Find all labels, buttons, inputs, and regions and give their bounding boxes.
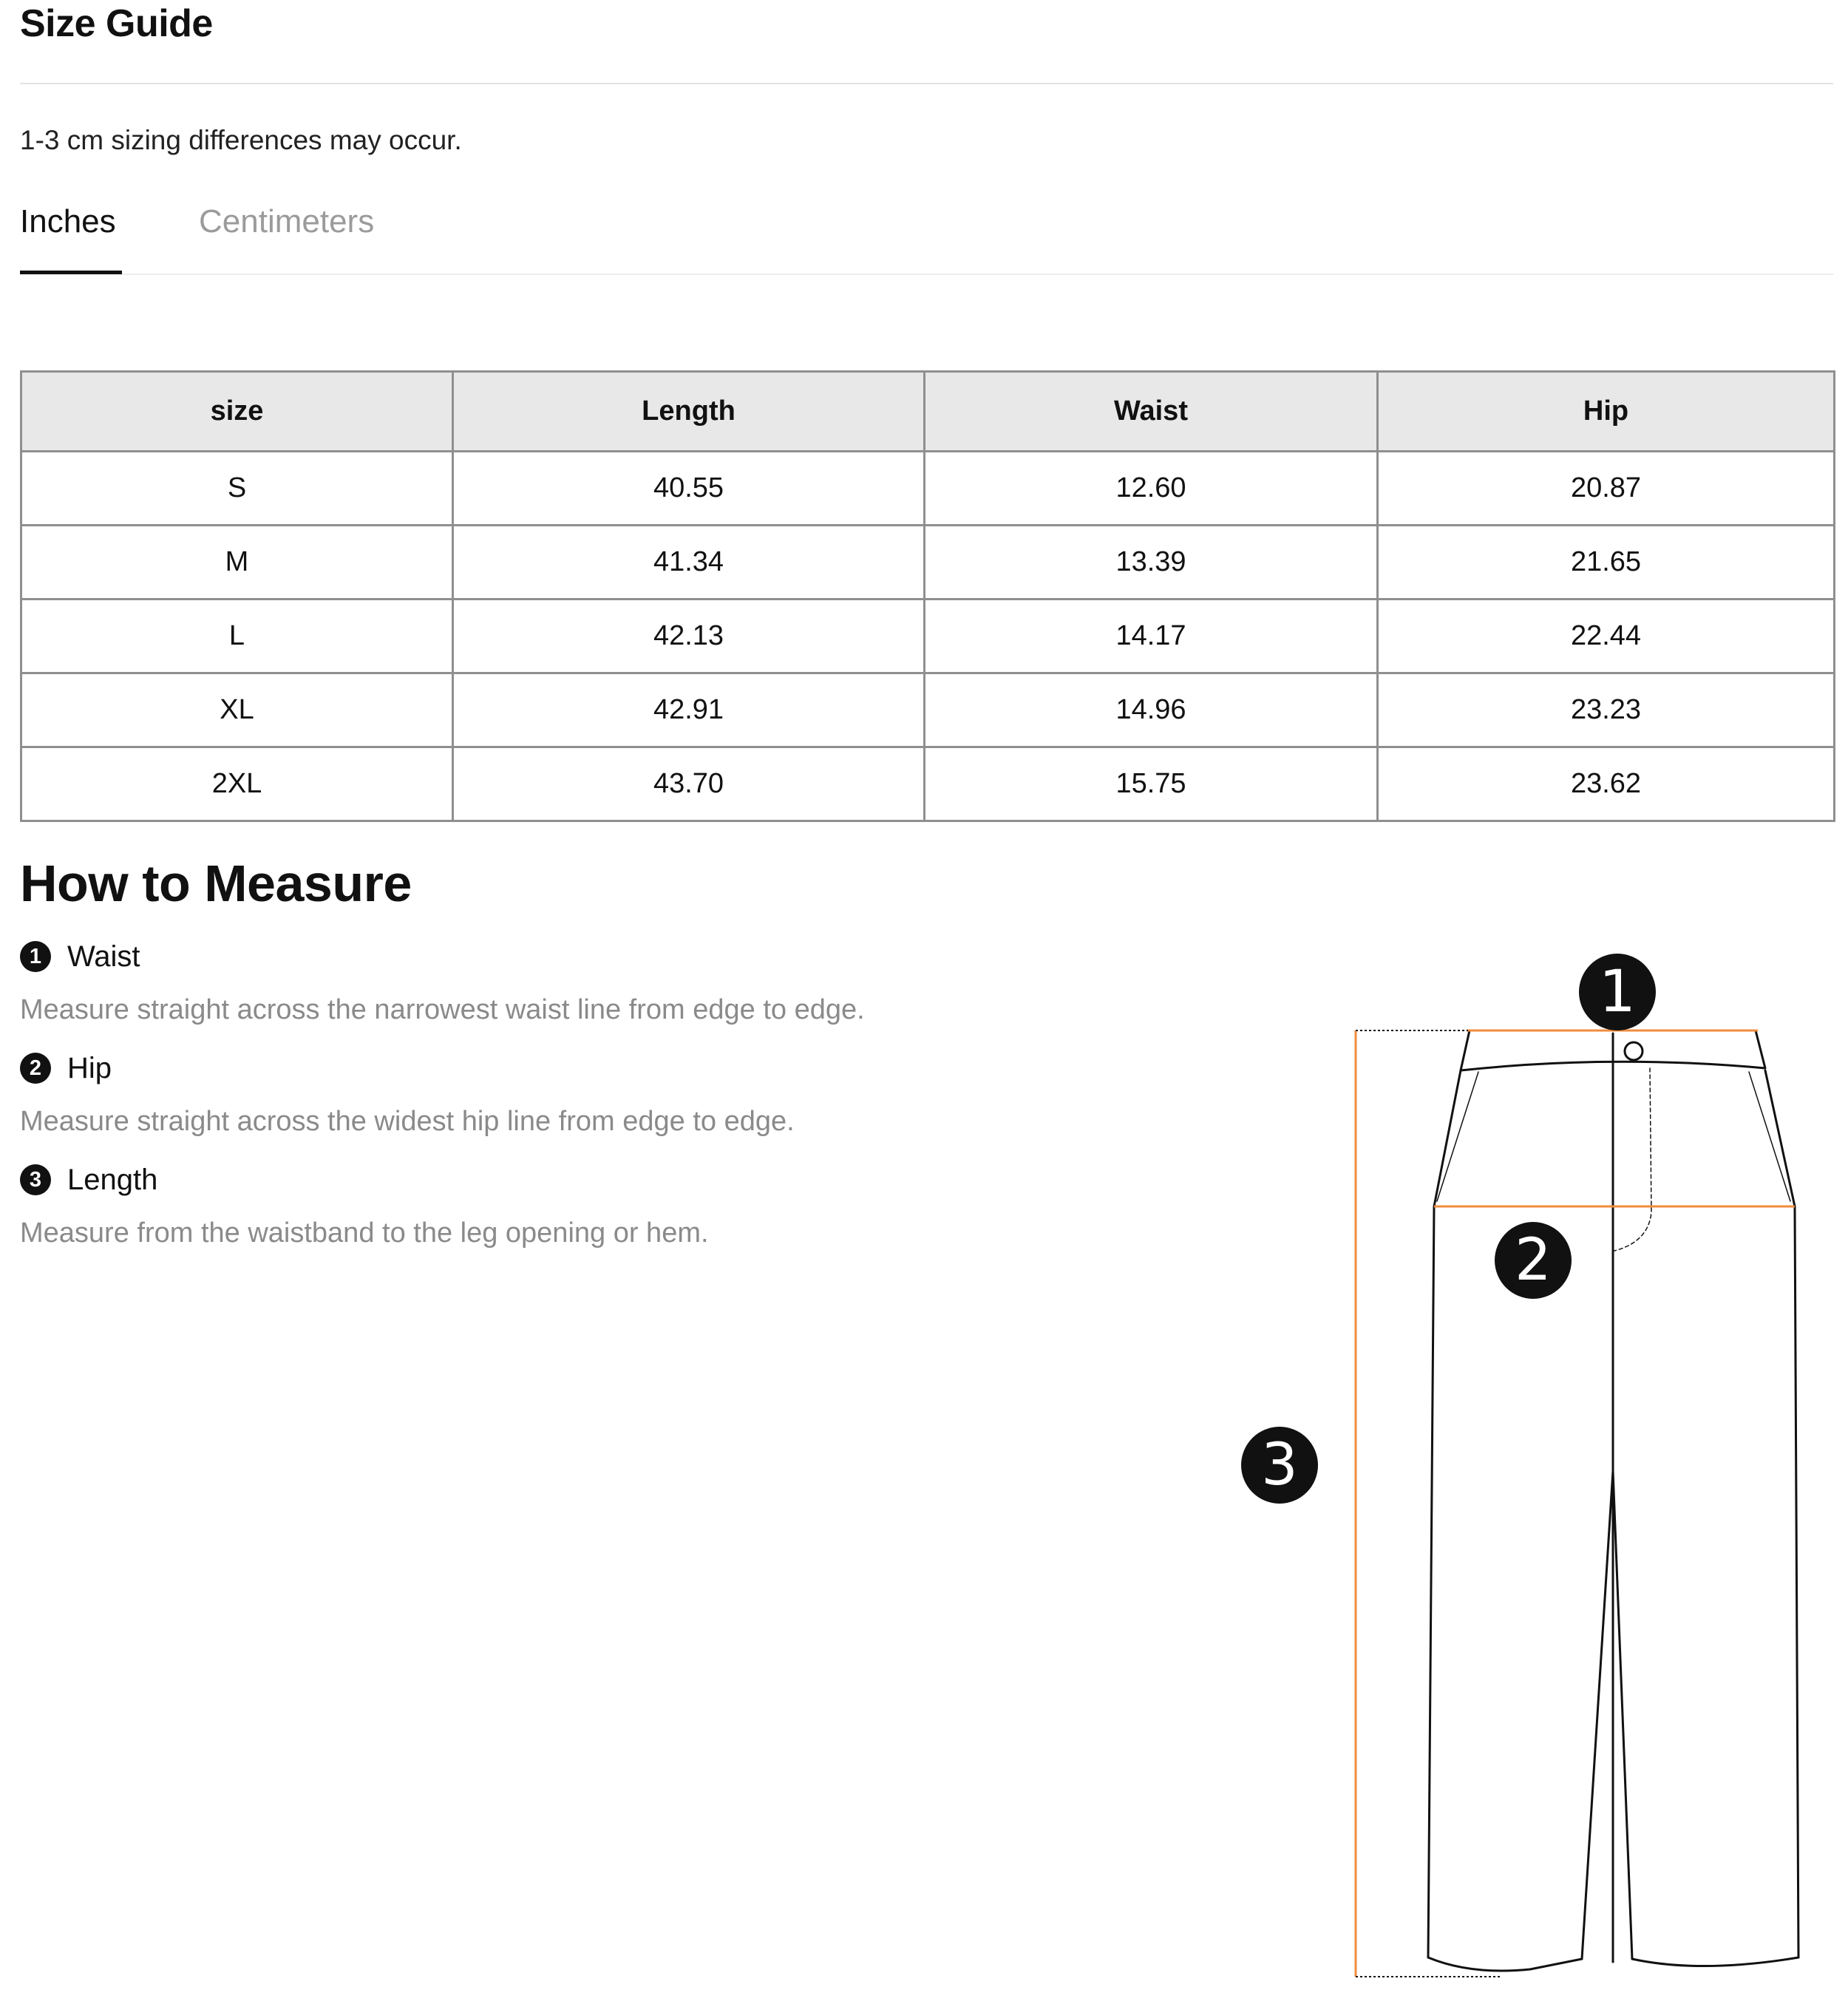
measure-step-length <box>20 1159 1166 1252</box>
table-cell-waist: 14.17 <box>925 600 1378 673</box>
tab-centimeters[interactable]: Centimeters <box>199 203 375 240</box>
table-cell-length: 43.70 <box>453 747 925 821</box>
trousers-measure-diagram <box>1257 939 1833 2003</box>
callout-waist-marker: 1 <box>1579 954 1656 1030</box>
table-cell-length: 41.34 <box>453 526 925 600</box>
table-cell-hip: 22.44 <box>1378 600 1835 673</box>
table-cell-hip: 23.62 <box>1378 747 1835 821</box>
table-cell-size: 2XL <box>21 747 453 821</box>
step-title: Hip <box>67 1052 112 1084</box>
table-cell-length: 42.13 <box>453 600 925 673</box>
how-to-measure-heading: How to Measure <box>20 855 412 912</box>
callout-hip-marker: 2 <box>1495 1222 1572 1299</box>
table-cell-size: S <box>21 452 453 526</box>
table-cell-length: 40.55 <box>453 452 925 526</box>
tabs-divider <box>20 274 1833 275</box>
column-header-size: size <box>21 372 453 452</box>
table-row <box>21 526 1835 600</box>
column-header-hip: Hip <box>1378 372 1835 452</box>
callout-length-marker: 3 <box>1241 1427 1318 1504</box>
table-row <box>21 673 1835 747</box>
table-cell-size: M <box>21 526 453 600</box>
sizing-notice: 1-3 cm sizing differences may occur. <box>20 125 462 155</box>
table-header-row <box>21 372 1835 452</box>
active-tab-indicator <box>20 271 122 274</box>
step-title: Length <box>67 1164 158 1196</box>
step-number-badge: 1 <box>20 941 51 972</box>
table-cell-hip: 21.65 <box>1378 526 1835 600</box>
table-cell-waist: 15.75 <box>925 747 1378 821</box>
unit-tabs <box>20 198 1833 276</box>
measure-step-waist <box>20 936 1166 1029</box>
table-cell-size: L <box>21 600 453 673</box>
table-cell-hip: 23.23 <box>1378 673 1835 747</box>
size-table <box>20 370 1835 822</box>
table-cell-waist: 14.96 <box>925 673 1378 747</box>
table-cell-hip: 20.87 <box>1378 452 1835 526</box>
step-number-badge: 2 <box>20 1053 51 1084</box>
table-row <box>21 452 1835 526</box>
table-cell-size: XL <box>21 673 453 747</box>
column-header-waist: Waist <box>925 372 1378 452</box>
tab-inches[interactable]: Inches <box>20 203 116 240</box>
page-title: Size Guide <box>20 2 213 45</box>
table-row <box>21 600 1835 673</box>
table-cell-length: 42.91 <box>453 673 925 747</box>
table-row <box>21 747 1835 821</box>
column-header-length: Length <box>453 372 925 452</box>
title-divider <box>20 83 1833 84</box>
step-number-badge: 3 <box>20 1164 51 1195</box>
step-description: Measure straight across the narrowest waist line from edge to edge. <box>20 994 865 1025</box>
trousers-measure-diagram-icon <box>1257 939 1833 2003</box>
measure-step-hip <box>20 1047 1166 1141</box>
step-title: Waist <box>67 940 140 973</box>
step-description: Measure from the waistband to the leg opening or hem. <box>20 1218 709 1249</box>
step-description: Measure straight across the widest hip line from edge to edge. <box>20 1106 795 1137</box>
table-cell-waist: 13.39 <box>925 526 1378 600</box>
table-cell-waist: 12.60 <box>925 452 1378 526</box>
